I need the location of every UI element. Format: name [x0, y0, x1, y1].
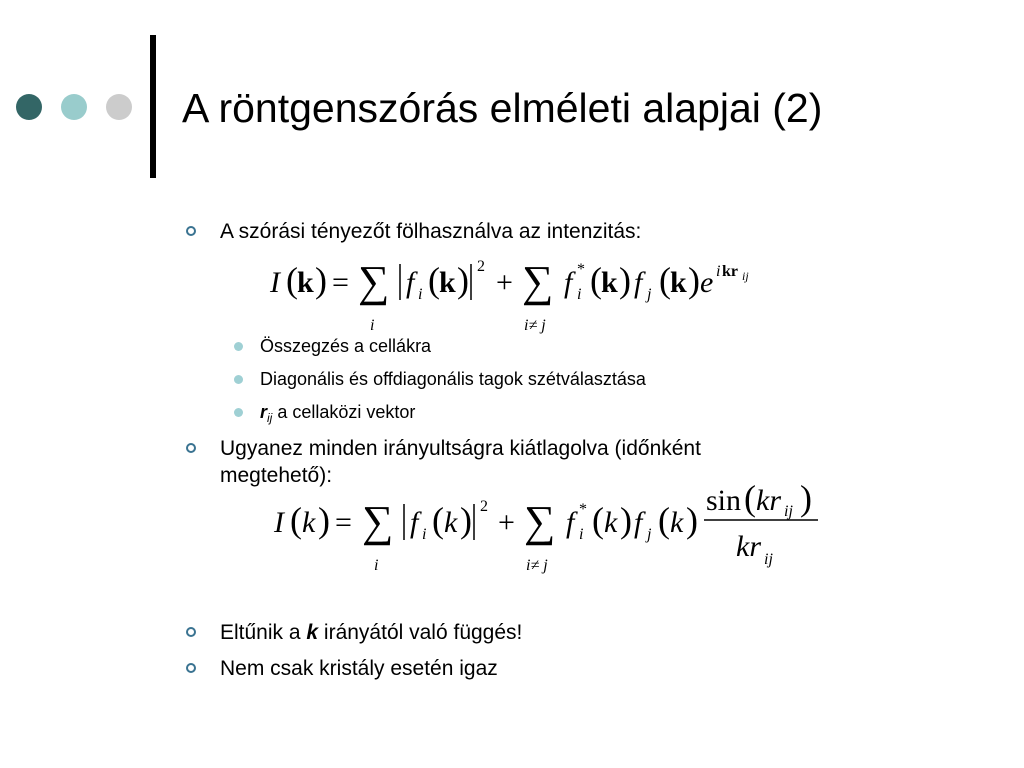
numerator-kr: kr	[756, 484, 781, 517]
eq2-f: f	[566, 506, 575, 539]
eq1-f: f	[564, 266, 573, 299]
sum-index: i	[374, 557, 379, 574]
paren: )	[688, 260, 700, 300]
bullet-text: Diagonális és offdiagonális tagok szétválasztása	[260, 369, 646, 389]
eq2-k: k	[604, 506, 618, 539]
bullet-marker	[234, 342, 243, 351]
eq2-f: f	[410, 506, 419, 539]
sub-i: i	[418, 286, 423, 303]
exp-ij: ij	[742, 269, 749, 283]
bullet-marker	[234, 375, 243, 384]
bullet-text: Eltűnik a k irányától való függés!	[220, 621, 523, 644]
title-divider	[150, 35, 156, 178]
bullet-text: Ugyanez minden irányultságra kiátlagolva (időnként megtehető):	[220, 437, 701, 487]
paren: (	[658, 500, 670, 540]
sub-j: j	[647, 526, 652, 543]
sub-i: i	[577, 286, 582, 303]
square: 2	[480, 498, 488, 515]
dot-teal	[61, 94, 87, 120]
conj-star: *	[579, 501, 587, 518]
paren: )	[686, 500, 698, 540]
paren: )	[318, 500, 330, 540]
sum-index: i≠ j	[524, 317, 546, 334]
sum-symbol: ∑	[362, 497, 394, 546]
eq1-I: I	[270, 266, 280, 299]
bullet-marker	[186, 663, 196, 673]
eq1-k: k	[297, 266, 314, 299]
paren: (	[286, 260, 298, 300]
sum-index: i	[370, 317, 375, 334]
eq1-k: k	[439, 266, 456, 299]
eq2-f: f	[634, 506, 643, 539]
sub-i: i	[579, 526, 584, 543]
exp-i: i	[716, 263, 721, 280]
sum-symbol: ∑	[358, 257, 390, 306]
paren: (	[592, 500, 604, 540]
eq1-f: f	[406, 266, 415, 299]
bullet-marker	[186, 627, 196, 637]
paren: (	[590, 260, 602, 300]
paren: (	[428, 260, 440, 300]
paren: )	[620, 500, 632, 540]
sub-i: i	[422, 526, 427, 543]
dot-gray	[106, 94, 132, 120]
paren: )	[315, 260, 327, 300]
bullet-text: Nem csak kristály esetén igaz	[220, 657, 498, 680]
eq2-k: k	[670, 506, 684, 539]
paren: (	[432, 500, 444, 540]
paren: (	[659, 260, 671, 300]
paren: (	[290, 500, 302, 540]
bullet-marker	[234, 408, 243, 417]
paren: )	[800, 480, 812, 518]
paren: )	[619, 260, 631, 300]
paren: (	[744, 480, 756, 518]
eq2-k: k	[444, 506, 458, 539]
bullet-marker	[186, 226, 196, 236]
eq1-k: k	[670, 266, 687, 299]
numerator-ij: ij	[784, 503, 793, 520]
numerator-sin: sin	[706, 484, 742, 517]
sum-index: i≠ j	[526, 557, 548, 574]
page-title: A röntgenszórás elméleti alapjai (2)	[182, 85, 823, 131]
sub-j: j	[647, 286, 652, 303]
eq2-k: k	[302, 506, 316, 539]
plus: +	[498, 506, 515, 539]
equation-averaged	[270, 480, 830, 580]
sum-symbol: ∑	[524, 497, 556, 546]
bullet-marker	[186, 443, 196, 453]
eq2-equals: =	[335, 506, 352, 539]
eq1-f: f	[634, 266, 643, 299]
exp-kr: kr	[722, 263, 738, 280]
sum-symbol: ∑	[522, 257, 554, 306]
bullet-text: Összegzés a cellákra	[260, 336, 432, 356]
equation-intensity	[266, 254, 786, 338]
bullet-text: A szórási tényezőt fölhasználva az intenzitás:	[220, 220, 642, 243]
denominator-kr: kr	[736, 530, 761, 563]
square: 2	[477, 258, 485, 275]
denominator-ij: ij	[764, 551, 773, 568]
bullet-text: $r_{ij}$ a cellaközi vektor	[260, 402, 416, 425]
decorative-dots	[16, 94, 136, 122]
paren: )	[460, 500, 472, 540]
paren: )	[457, 260, 469, 300]
dot-dark	[16, 94, 42, 120]
eq2-I: I	[274, 506, 284, 539]
conj-star: *	[577, 261, 585, 278]
eq1-e: e	[700, 266, 714, 299]
eq1-equals: =	[332, 266, 349, 299]
plus: +	[496, 266, 513, 299]
eq1-k: k	[601, 266, 618, 299]
